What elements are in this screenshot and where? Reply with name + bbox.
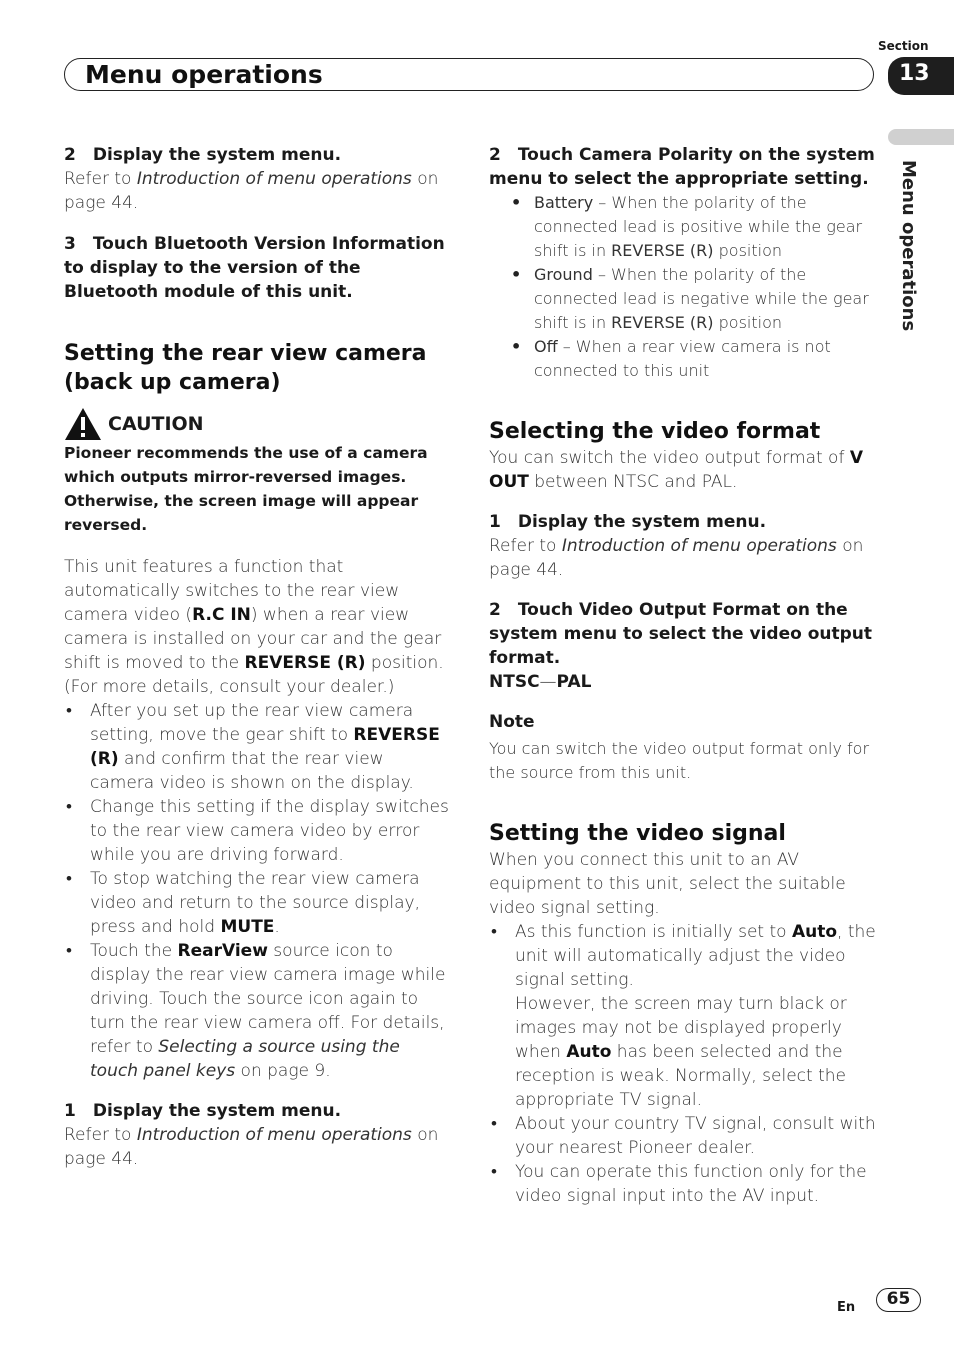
caution-text: Pioneer recommends the use of a camera which outputs mirror-reversed images. Otherwise, the screen image will appear reversed. xyxy=(64,444,428,534)
list-item: • About your country TV signal, consult with your nearest Pioneer dealer. xyxy=(489,1112,877,1160)
step-display-system-menu-3: 1 Display the system menu. xyxy=(489,512,767,532)
left-column xyxy=(64,143,452,1171)
list-item: • As this function is initially set to Auto, the unit will automatically adjust the video signal setting. However, the screen may turn black or images may not be displayed properly when Auto has been selected and the reception is weak. Normally, select the appropriate TV signal. xyxy=(489,920,877,1112)
note-label: Note xyxy=(489,712,535,732)
caution-box xyxy=(64,407,452,537)
side-tab-bar xyxy=(888,129,954,145)
section-number-badge: 13 xyxy=(888,57,954,95)
polarity-options xyxy=(489,191,877,383)
step-video-output-format: 2 Touch Video Output Format on the system menu to select the video output format. xyxy=(489,600,873,668)
reference-text: Refer to Introduction of menu operations on page 44. xyxy=(64,169,439,213)
chapter-header xyxy=(64,58,874,91)
list-item: • You can operate this function only for the video signal input into the AV input. xyxy=(489,1160,877,1208)
heading-video-format: Selecting the video format xyxy=(489,419,821,444)
camera-bullet-list xyxy=(64,699,452,1083)
step-display-system-menu: 2 Display the system menu. xyxy=(64,145,342,165)
reference-text: Refer to Introduction of menu operations on page 44. xyxy=(489,536,864,580)
heading-video-signal: Setting the video signal xyxy=(489,821,786,846)
list-item: • Change this setting if the display switches to the rear view camera video by error while you are driving forward. xyxy=(64,795,452,867)
language-code: En xyxy=(837,1300,856,1315)
right-column xyxy=(489,143,877,1208)
video-signal-bullets xyxy=(489,920,877,1208)
note-text: You can switch the video output format only for the source from this unit. xyxy=(489,739,870,782)
caution-label: CAUTION xyxy=(108,413,204,435)
page-number: 65 xyxy=(876,1288,921,1312)
section-label: Section xyxy=(878,39,929,53)
video-signal-intro: When you connect this unit to an AV equipment to this unit, select the suitable video signal setting. xyxy=(489,850,846,918)
step-bluetooth-version: 3 Touch Bluetooth Version Information to display to the version of the Bluetooth module of this unit. xyxy=(64,234,445,302)
video-format-intro: You can switch the video output format of V OUT between NTSC and PAL. xyxy=(489,448,864,492)
list-item: • Battery – When the polarity of the connected lead is positive while the gear shift is in REVERSE (R) position xyxy=(489,191,877,263)
list-item: • Ground – When the polarity of the connected lead is negative while the gear shift is in REVERSE (R) position xyxy=(489,263,877,335)
list-item: • After you set up the rear view camera setting, move the gear shift to REVERSE (R) and confirm that the rear view camera video is shown on the display. xyxy=(64,699,452,795)
list-item: • Touch the RearView source icon to display the rear view camera image while driving. Touch the source icon again to turn the rear view camera off. For details, refer to Selecting a source using the touch panel keys on page 9. xyxy=(64,939,452,1083)
warning-triangle-icon xyxy=(64,407,102,441)
page-title: Menu operations xyxy=(85,60,323,89)
camera-intro-paragraph: This unit features a function that automatically switches to the rear view camera video (R.C IN) when a rear view camera is installed on your car and the gear shift is moved to the REVERSE (R) position. (For more details, consult your dealer.) xyxy=(64,557,444,697)
list-item: • To stop watching the rear view camera video and return to the source display, press and hold MUTE. xyxy=(64,867,452,939)
side-tab-label: Menu operations xyxy=(898,160,919,332)
step-display-system-menu-2: 1 Display the system menu. xyxy=(64,1101,342,1121)
step-camera-polarity: 2 Touch Camera Polarity on the system menu to select the appropriate setting. xyxy=(489,145,875,189)
video-format-options: NTSC—PAL xyxy=(489,672,592,692)
list-item: • Off – When a rear view camera is not connected to this unit xyxy=(489,335,877,383)
reference-text: Refer to Introduction of menu operations on page 44. xyxy=(64,1125,439,1169)
heading-rear-view-camera: Setting the rear view camera (back up camera) xyxy=(64,341,427,395)
